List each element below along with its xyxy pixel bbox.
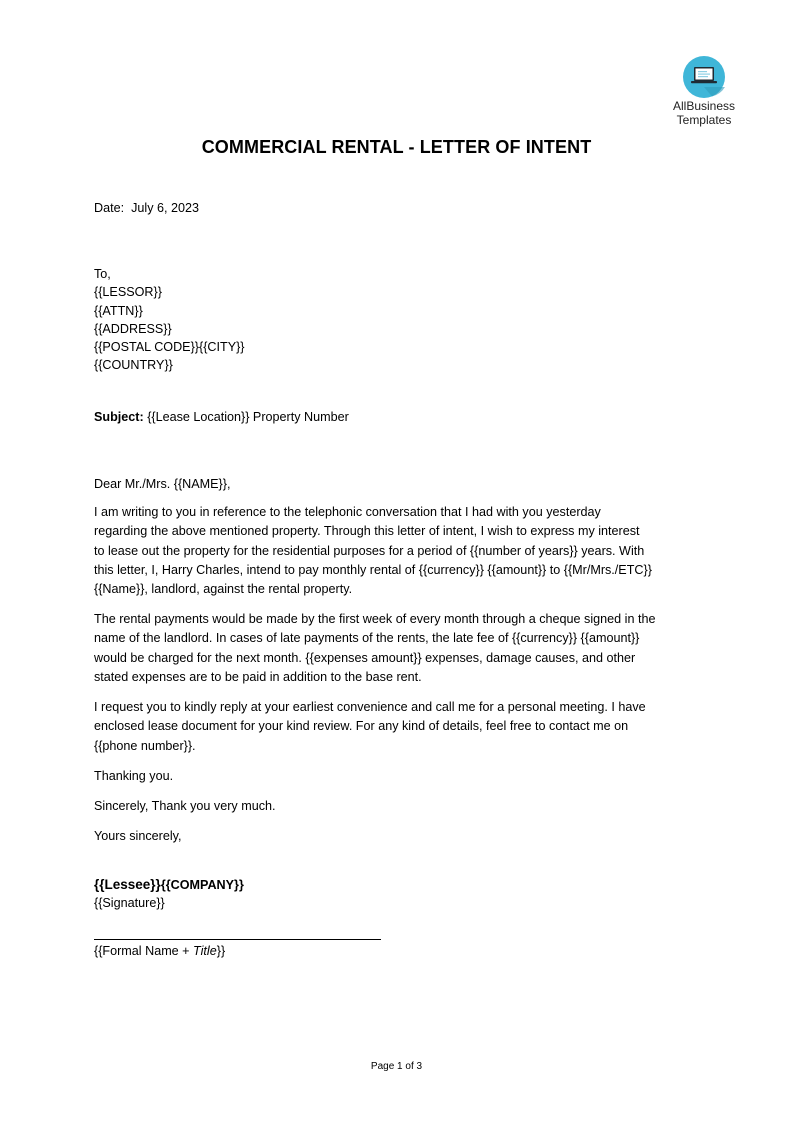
closing-thanking: Thanking you. <box>94 769 174 783</box>
paragraph-line: this letter, I, Harry Charles, intend to pay monthly rental of {{currency}} {{amount}} to {{Mr/Mrs./ETC}} <box>94 562 652 577</box>
recipient-address <box>94 265 245 375</box>
document-title: COMMERCIAL RENTAL - LETTER OF INTENT <box>201 137 592 157</box>
signature-line <box>94 939 381 940</box>
signature-name-line <box>94 876 244 894</box>
address-postal-city: {{POSTAL CODE}}{{CITY}} <box>94 340 245 355</box>
paragraph-line: {{phone number}}. <box>94 738 196 753</box>
date-label: Date: <box>94 201 125 215</box>
subject-value: {{Lease Location}} Property Number <box>147 410 349 424</box>
address-country: {{COUNTRY}} <box>94 358 173 373</box>
paragraph-1 <box>94 503 652 599</box>
closing-yours: Yours sincerely, <box>94 829 182 843</box>
signature-lessee: {{Lessee}} <box>94 877 161 892</box>
paragraph-line: {{Name}}, landlord, against the rental property. <box>94 582 353 597</box>
address-to: To, <box>94 267 111 281</box>
paragraph-line: I request you to kindly reply at your earliest convenience and call me for a personal meeting. I have <box>94 700 646 714</box>
date-line <box>94 199 199 217</box>
paragraph-line: I am writing to you in reference to the telephonic conversation that I had with you yesterday <box>94 505 601 519</box>
paragraph-line: The rental payments would be made by the first week of every month through a cheque signed in the <box>94 612 656 626</box>
signature-placeholder: {{Signature}} <box>94 896 165 910</box>
logo-text-line1: AllBusiness <box>672 99 736 113</box>
paragraph-line: name of the landlord. In cases of late payments of the rents, the late fee of {{currency}} {{amount}} <box>94 631 640 646</box>
paragraph-line: regarding the above mentioned property. Through this letter of intent, I wish to express my interest <box>94 524 640 539</box>
address-attn: {{ATTN}} <box>94 303 143 318</box>
paragraph-line: would be charged for the next month. {{expenses amount}} expenses, damage causes, and other <box>94 650 636 665</box>
logo-text-line2: Templates <box>676 113 732 127</box>
subject-label: Subject: <box>94 410 144 424</box>
paragraph-3 <box>94 698 646 756</box>
formal-name-suffix: }} <box>216 944 226 958</box>
paragraph-2 <box>94 610 655 687</box>
date-value: July 6, 2023 <box>131 201 200 215</box>
paragraph-line: stated expenses are to be paid in addition to the base rent. <box>94 669 422 684</box>
closing-sincerely: Sincerely, Thank you very much. <box>94 799 276 813</box>
formal-name-title: Title <box>193 944 217 958</box>
subject-line <box>94 408 349 426</box>
formal-name-line <box>94 942 225 960</box>
signature-company: {{COMPANY}} <box>160 878 244 892</box>
laptop-icon <box>682 55 726 99</box>
allbusiness-templates-logo <box>664 55 744 127</box>
paragraph-line: enclosed lease document for your kind review. For any kind of details, feel free to contact me on <box>94 719 629 734</box>
address-street: {{ADDRESS}} <box>94 321 172 336</box>
paragraph-line: to lease out the property for the residential purposes for a period of {{number of years}} years. With <box>94 543 645 558</box>
page-number: Page 1 of 3 <box>370 1061 423 1072</box>
greeting: Dear Mr./Mrs. {{NAME}}, <box>94 477 231 491</box>
address-lessor: {{LESSOR}} <box>94 285 162 300</box>
formal-name-prefix: {{Formal Name + <box>94 944 194 958</box>
